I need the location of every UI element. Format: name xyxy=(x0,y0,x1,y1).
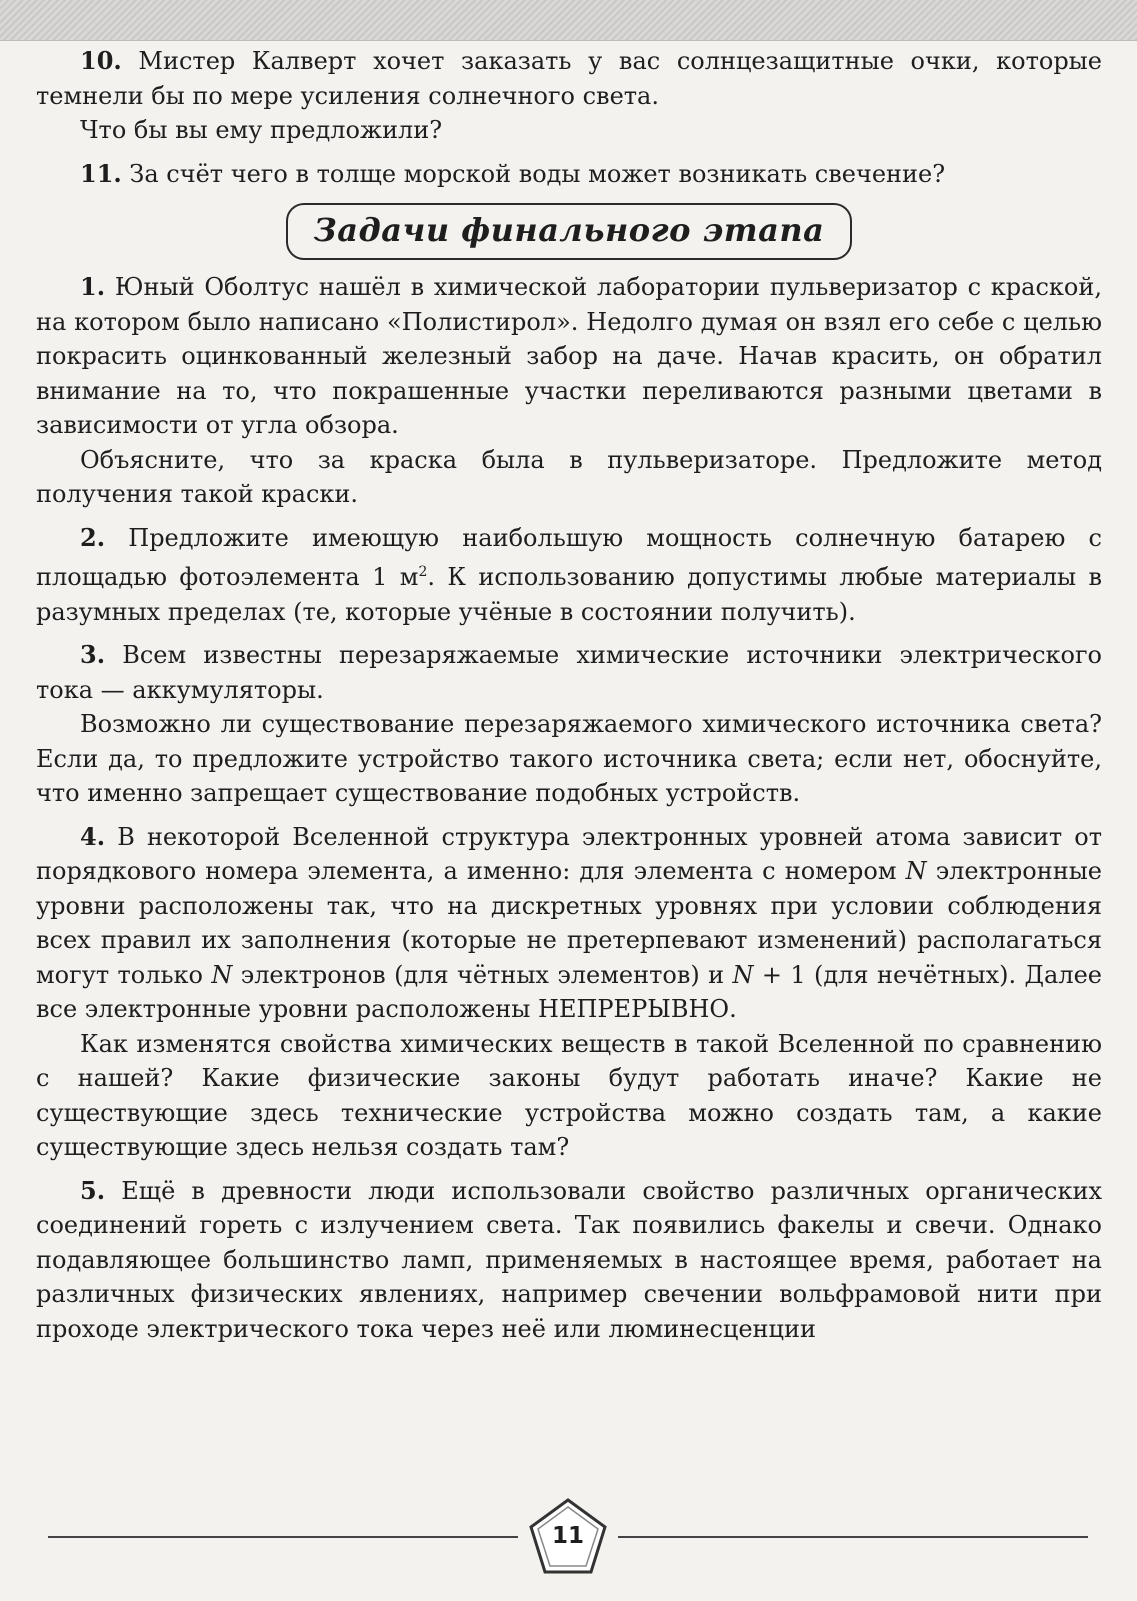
final-problem-3-text xyxy=(36,638,1102,707)
final-problem-1-number: 1. xyxy=(80,272,106,301)
final-problem-1-statement: Юный Оболтус нашёл в химической лаборатории пульверизатор с краской, на котором было написано «Полистирол». Недолго думая он взял его себе с целью покрасить оцинкованный железный забор на даче. Начав красить, он обратил внимание на то, что покрашенные участки переливаются разными цветами в зависимости от угла обзора. xyxy=(36,273,1102,439)
section-heading: Задачи финального этапа xyxy=(286,203,853,260)
problem-10-text xyxy=(36,44,1102,113)
final-problem-3-number: 3. xyxy=(80,640,106,669)
page-footer xyxy=(48,1497,1088,1577)
page-top-edge xyxy=(0,0,1137,41)
footer-rule-left xyxy=(48,1536,518,1538)
final-problem-4-symbol-n: N xyxy=(905,857,927,885)
page-body xyxy=(36,44,1102,1346)
final-problem-5-statement: Ещё в древности люди использовали свойство различных органических соединений гореть с излучением света. Так появились факелы и свечи. Однако подавляющее большинство ламп, применяемых в настоящее время, работает на различных физических явлениях, например свечении вольфрамовой нити при проходе электрического тока через неё или люминесценции xyxy=(36,1176,1102,1343)
final-problem-1-text xyxy=(36,270,1102,443)
final-problem-4-symbol-n: N xyxy=(211,960,233,989)
section-heading-container xyxy=(36,203,1102,260)
final-problem-4-question: Как изменятся свойства химических веществ в такой Вселенной по сравнению с нашей? Какие физические законы будут работать иначе? Какие не существующие здесь технические устройства можно создать там, а какие существующие здесь нельзя создать там? xyxy=(36,1029,1102,1161)
final-problem-2-superscript: 2 xyxy=(418,564,428,580)
problem-10-question: Что бы вы ему предложили? xyxy=(80,116,443,144)
final-problem-2-number: 2. xyxy=(80,522,106,552)
final-problem-4-statement-d: + 1 (для нечётных). Далее все электронные уровни расположены НЕПРЕРЫВНО. xyxy=(36,960,1102,1023)
problem-11-text xyxy=(36,157,1102,192)
problem-10-statement: Мистер Калверт хочет заказать у вас солнцезащитные очки, которые темнели бы по мере усиления солнечного света. xyxy=(36,47,1102,110)
final-problem-3-question: Возможно ли существование перезаряжаемого химического источника света? Если да, то предложите устройство такого источника света; если нет, обоснуйте, что именно запрещает существование подобных устройств. xyxy=(36,710,1102,807)
final-problem-5-text xyxy=(36,1174,1102,1347)
problem-11-number: 11. xyxy=(80,158,122,188)
problem-10-number: 10. xyxy=(80,46,122,75)
final-problem-4-number: 4. xyxy=(80,821,106,851)
final-problem-1-question: Объясните, что за краска была в пульверизаторе. Предложите метод получения такой краски. xyxy=(36,445,1102,508)
footer-rule-right xyxy=(618,1536,1088,1538)
final-problem-2-statement-b: . К использованию допустимы любые материалы в разумных пределах (те, которые учёные в состоянии получить). xyxy=(36,563,1102,626)
final-problem-4-statement-a: В некоторой Вселенной структура электронных уровней атома зависит от порядкового номера элемента, а именно: для элемента с номером xyxy=(36,822,1102,885)
final-problem-2-statement-a: Предложите имеющую наибольшую мощность солнечную батарею с площадью фотоэлемента 1 м xyxy=(36,523,1102,591)
final-problem-3-statement: Всем известны перезаряжаемые химические источники электрического тока — аккумуляторы. xyxy=(36,641,1102,704)
problem-11-statement: За счёт чего в толще морской воды может возникать свечение? xyxy=(129,159,946,188)
final-problem-4-statement-b: электронные уровни расположены так, что на дискретных уровнях при условии соблюдения всех правил их заполнения (которые не претерпевают изменений) располагаться могут только xyxy=(36,857,1103,989)
final-problem-4-statement-c: электронов (для чётных элементов) и xyxy=(232,960,733,989)
page-number: 11 xyxy=(551,1523,584,1549)
final-problem-4-symbol-n: N xyxy=(732,960,754,989)
final-problem-5-number: 5. xyxy=(80,1175,106,1205)
final-problem-4-text xyxy=(36,820,1102,1027)
final-problem-2-text xyxy=(36,521,1102,630)
